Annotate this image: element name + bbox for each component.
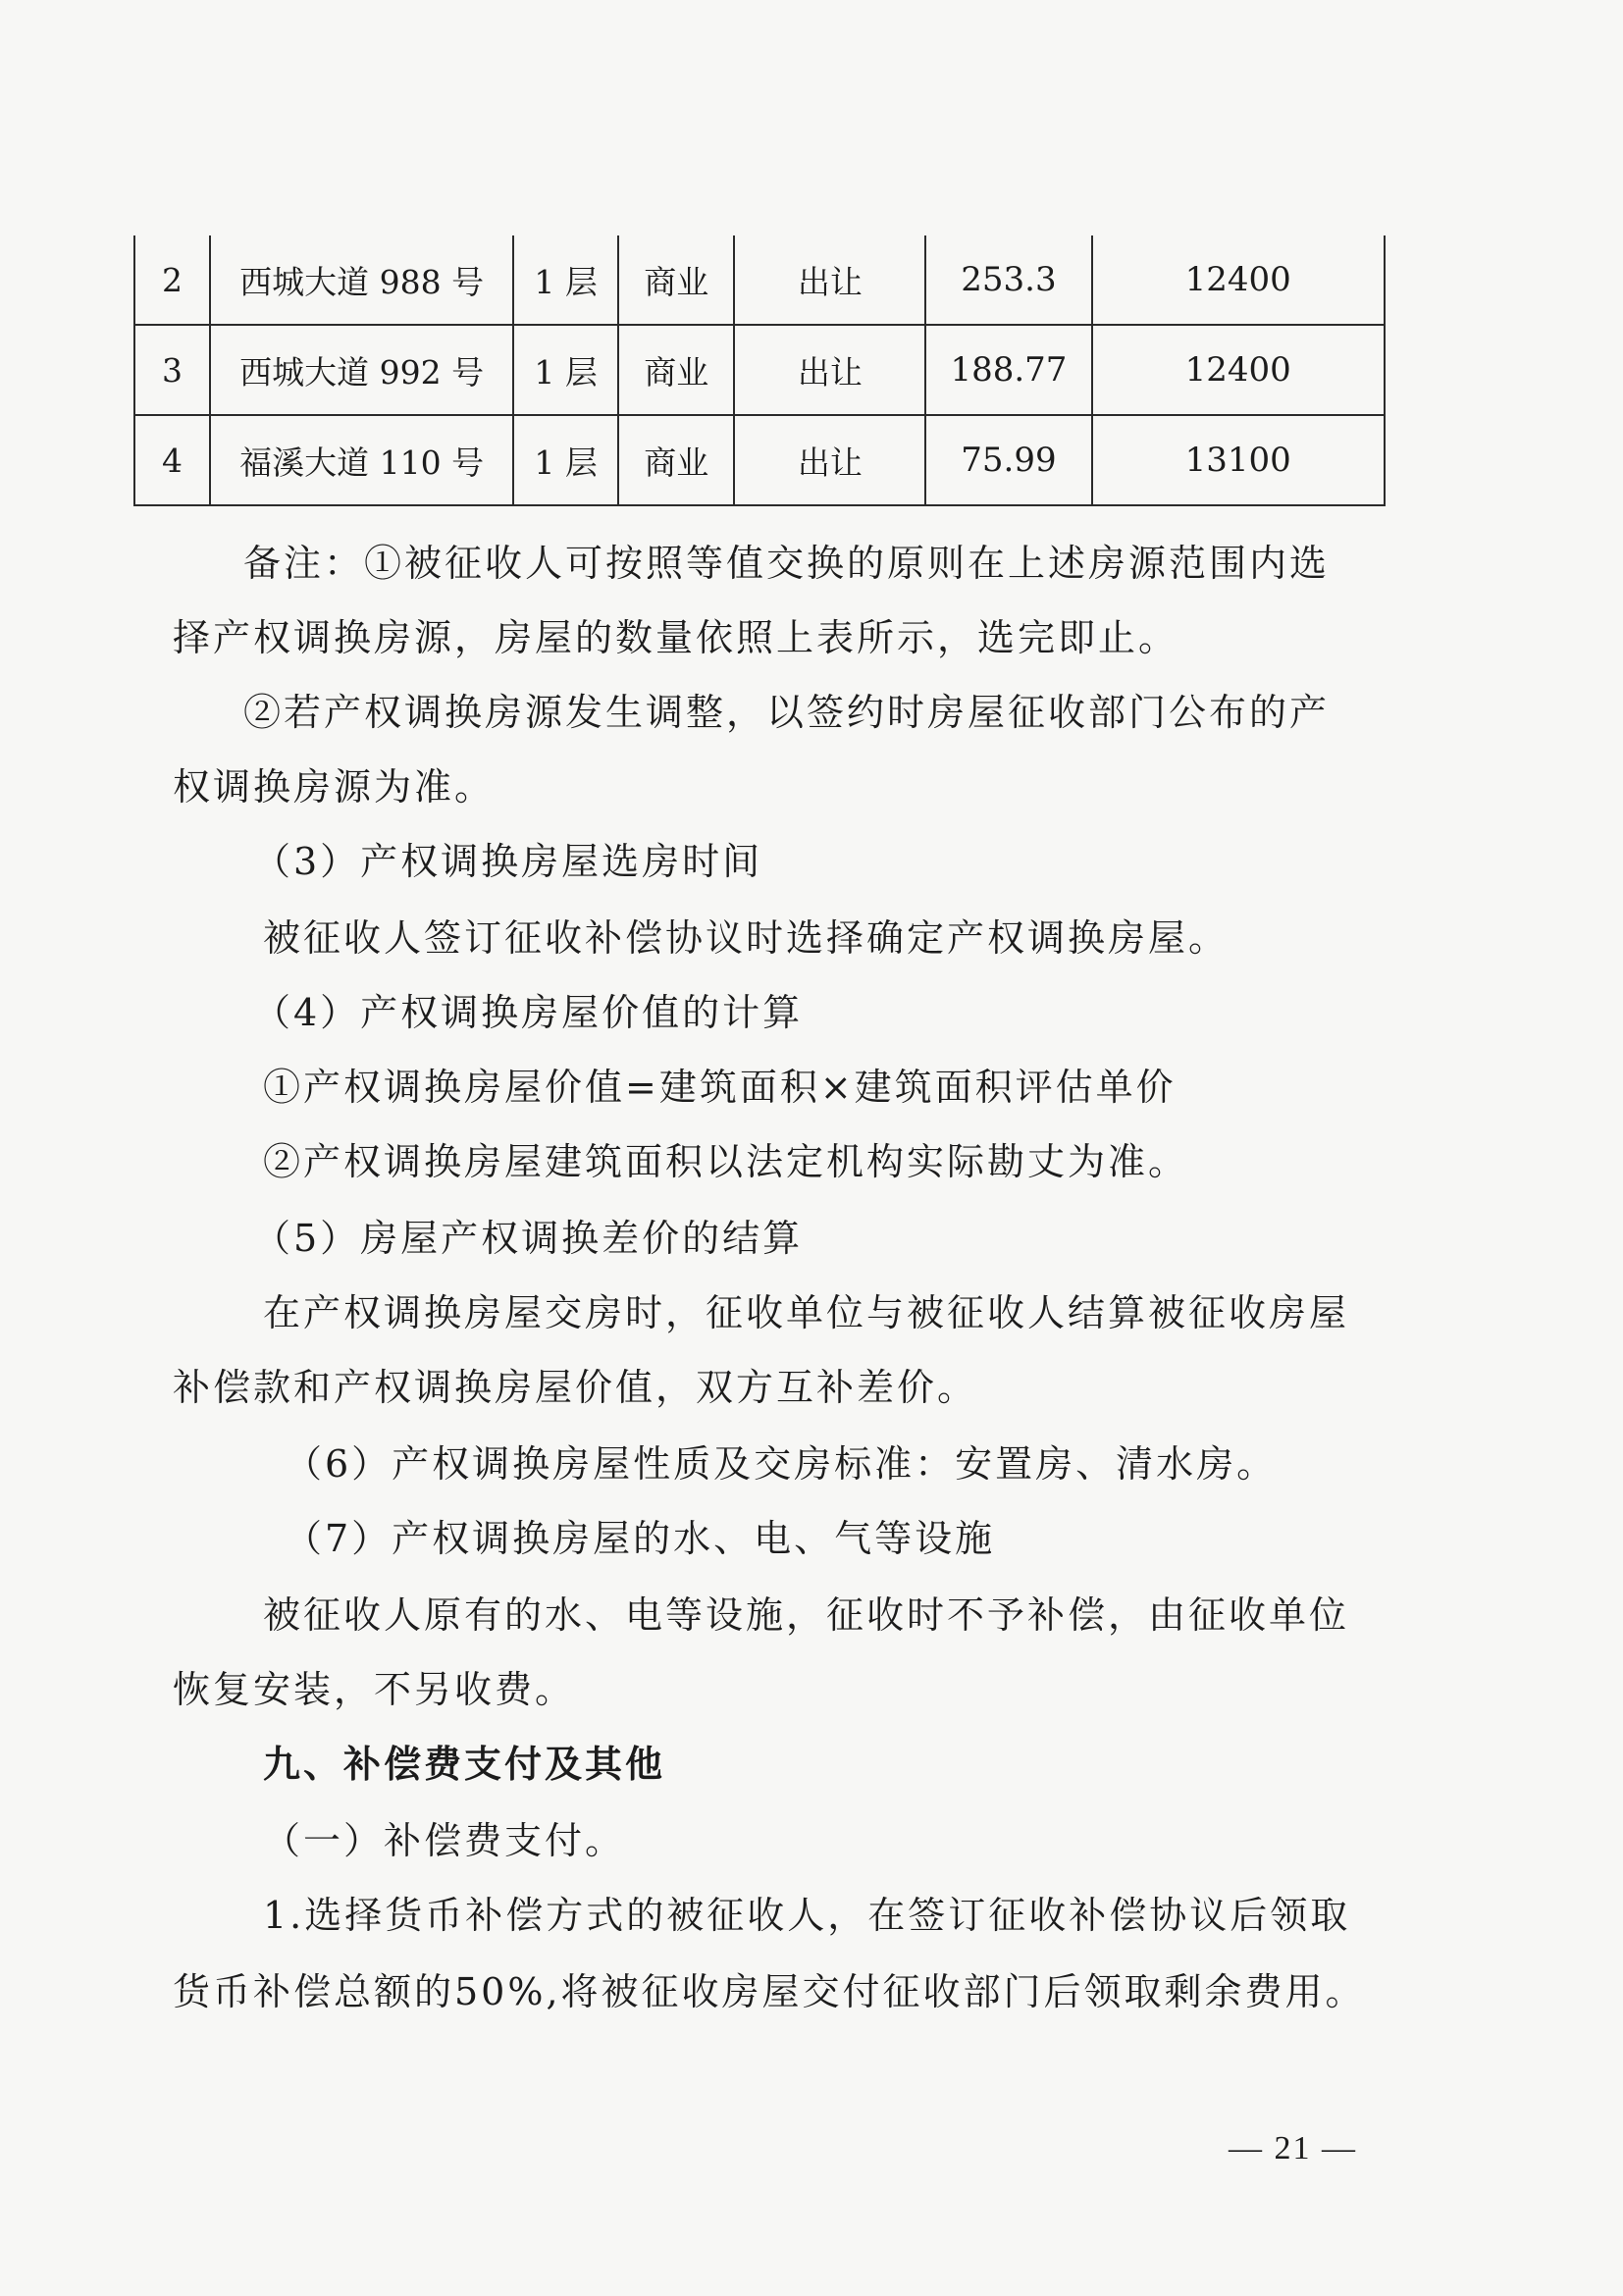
area-cell: 253.3 — [925, 235, 1091, 325]
formula-line: ①产权调换房屋价值=建筑面积×建筑面积评估单价 — [263, 1066, 1177, 1109]
land-right-cell: 出让 — [734, 415, 925, 505]
use-cell: 商业 — [618, 325, 734, 415]
subsection-heading: （一）补偿费支付。 — [263, 1819, 626, 1862]
note-line-1: 备注：①被征收人可按照等值交换的原则在上述房源范围内选 — [243, 542, 1331, 585]
address-cell: 福溪大道 110 号 — [210, 415, 513, 505]
unit-price-cell: 12400 — [1092, 325, 1386, 415]
paragraph-line: 在产权调换房屋交房时，征收单位与被征收人结算被征收房屋 — [263, 1291, 1350, 1334]
row-number: 2 — [134, 235, 210, 325]
paragraph-line: 被征收人原有的水、电等设施，征收时不予补偿，由征收单位 — [263, 1593, 1350, 1637]
land-right-cell: 出让 — [734, 235, 925, 325]
page-number: — 21 — — [1229, 2130, 1357, 2166]
floor-cell: 1 层 — [513, 235, 618, 325]
row-number: 3 — [134, 325, 210, 415]
paragraph-line: 被征收人签订征收补偿协议时选择确定产权调换房屋。 — [263, 916, 1230, 960]
unit-price-cell: 13100 — [1092, 415, 1386, 505]
use-cell: 商业 — [618, 415, 734, 505]
paragraph-line: 1.选择货币补偿方式的被征收人，在签订征收补偿协议后领取 — [263, 1894, 1351, 1937]
note-line-4: 权调换房源为准。 — [173, 765, 496, 809]
note-line-3: ②若产权调换房源发生调整，以签约时房屋征收部门公布的产 — [243, 691, 1331, 734]
section-heading: 九、补偿费支付及其他 — [263, 1742, 666, 1786]
area-cell: 188.77 — [925, 325, 1091, 415]
subheading-5: （5）房屋产权调换差价的结算 — [253, 1217, 804, 1260]
subheading-7: （7）产权调换房屋的水、电、气等设施 — [285, 1517, 996, 1560]
area-cell: 75.99 — [925, 415, 1091, 505]
land-right-cell: 出让 — [734, 325, 925, 415]
floor-cell: 1 层 — [513, 325, 618, 415]
use-cell: 商业 — [618, 235, 734, 325]
floor-cell: 1 层 — [513, 415, 618, 505]
address-cell: 西城大道 992 号 — [210, 325, 513, 415]
unit-price-cell: 12400 — [1092, 235, 1386, 325]
paragraph-line: 货币补偿总额的50%,将被征收房屋交付征收部门后领取剩余费用。 — [173, 1970, 1366, 2013]
subheading-4: （4）产权调换房屋价值的计算 — [253, 991, 804, 1034]
paragraph-line: 补偿款和产权调换房屋价值，双方互补差价。 — [173, 1366, 978, 1409]
subheading-6: （6）产权调换房屋性质及交房标准：安置房、清水房。 — [285, 1442, 1278, 1486]
address-cell: 西城大道 988 号 — [210, 235, 513, 325]
row-number: 4 — [134, 415, 210, 505]
note-line-2: 择产权调换房源，房屋的数量依照上表所示，选完即止。 — [173, 616, 1179, 659]
paragraph-line: ②产权调换房屋建筑面积以法定机构实际勘丈为准。 — [263, 1140, 1189, 1183]
paragraph-line: 恢复安装，不另收费。 — [173, 1668, 576, 1711]
subheading-3: （3）产权调换房屋选房时间 — [253, 840, 763, 883]
